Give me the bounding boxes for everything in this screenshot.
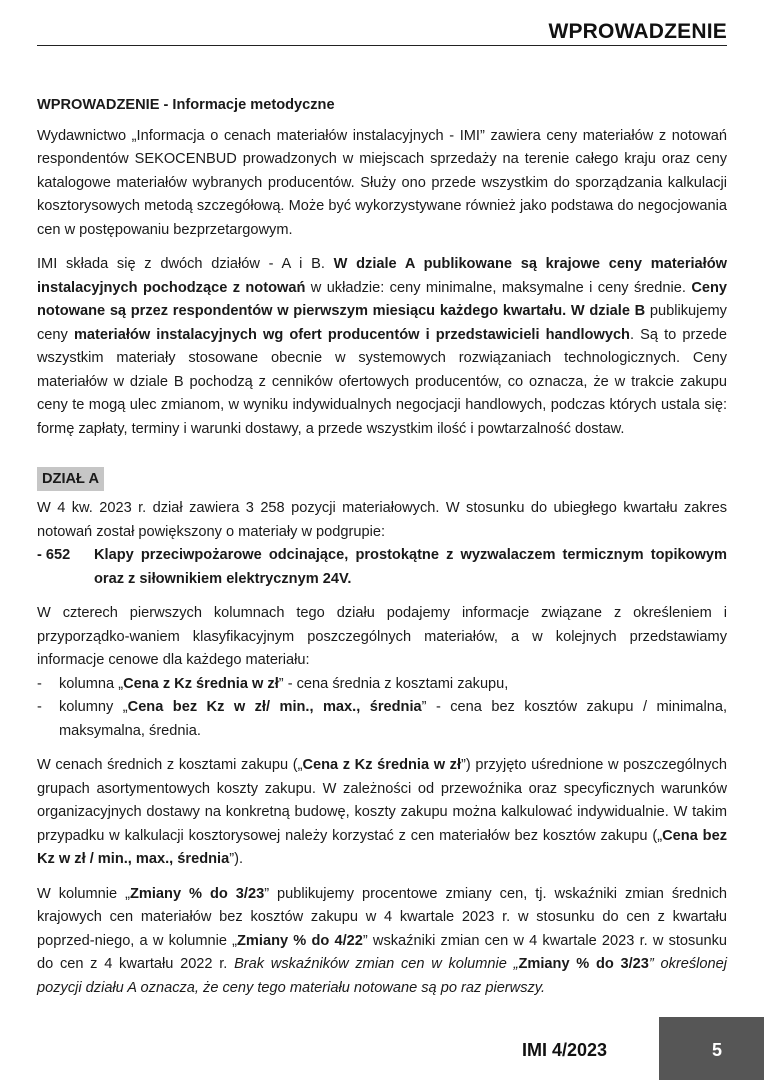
italic-span: Brak wskaźników zmian cen w kolumnie „ bbox=[234, 956, 519, 972]
bold-span: Cena z Kz średnia w zł bbox=[123, 675, 279, 692]
list-item bbox=[37, 696, 727, 743]
text-span: IMI składa się z dwóch działów - A i B. bbox=[37, 256, 334, 272]
italic-span: ” określonej pozycji działu A oznacza, że ceny tego materiału notowane są po raz pierwszy. bbox=[37, 956, 727, 996]
bold-span: W dziale A publikowane są krajowe ceny materiałów instalacyjnych pochodzące z notowań bbox=[37, 256, 727, 296]
bold-span: Zmiany % do 4/22 bbox=[237, 932, 363, 949]
text-span: ” - cena średnia z kosztami zakupu, bbox=[278, 675, 509, 692]
list-dash: - bbox=[37, 699, 42, 715]
header-title: WPROWADZENIE bbox=[548, 20, 727, 43]
dzial-a-badge: DZIAŁ A bbox=[37, 467, 104, 491]
page-content bbox=[37, 94, 727, 1011]
header-rule bbox=[37, 45, 727, 46]
text-span: W kolumnie „ bbox=[37, 885, 130, 902]
text-span: W cenach średnich z kosztami zakupu („ bbox=[37, 757, 303, 773]
footer-issue-label: IMI 4/2023 bbox=[522, 1040, 608, 1060]
dzial-a-paragraph-3 bbox=[37, 754, 727, 872]
text-span: ”). bbox=[229, 851, 243, 867]
bold-span: Zmiany % do 3/23 bbox=[518, 956, 649, 972]
list-dash: - bbox=[37, 675, 42, 692]
dzial-a-paragraph-1: W 4 kw. 2023 r. dział zawiera 3 258 pozycji materiałowych. W stosunku do ubiegłego kwartału zakres notowań został powiększony o materiały w podgrupie: bbox=[37, 500, 727, 540]
text-span: publikujemy ceny bbox=[37, 303, 727, 343]
intro-paragraph-2 bbox=[37, 253, 727, 441]
bold-span: Cena z Kz średnia w zł bbox=[302, 757, 462, 773]
bold-span: Ceny notowane są przez respondentów w pierwszym miesiącu każdego kwartału. W dziale B bbox=[37, 279, 727, 319]
bold-span: Zmiany % do 3/23 bbox=[129, 885, 265, 902]
list-item bbox=[37, 673, 727, 697]
dzial-a-badge-wrap bbox=[37, 467, 727, 492]
text-span: w układzie: ceny minimalne, maksymalne i ceny średnie. bbox=[305, 279, 692, 296]
text-span: . Są to przede wszystkim materiały stosowane obecnie w systemowych rozwiązaniach technologicznych. Ceny materiałów w dziale B pochodzą z cenników ofertowych producentów, co oznacza, że w trakcie zakupu ceny te mogą ulec zmianom, w wyniku indywidualnych negocjacji handlowych, podczas których ustala się: formę zapłaty, terminy i warunki dostawy, a przede wszystkim ilość i powtarzalność dostaw. bbox=[37, 326, 727, 437]
bold-span: Cena bez Kz w zł / min., max., średnia bbox=[37, 827, 727, 867]
text-span: ” - cena bez kosztów zakupu / minimalna, maksymalna, średnia. bbox=[59, 699, 728, 739]
intro-paragraph-1: Wydawnictwo „Informacja o cenach materiałów instalacyjnych - IMI” zawiera ceny materiałów z notowań respondentów SEKOCENBUD prowadzonych w miejscach sprzedaży na terenie całego kraju oraz ceny katalogowe materiałów wybranych producentów. Służy ono przede wszystkim do sporządzania kalkulacji kosztorysowych metodą szczegółową. Może być wykorzystywane również jako podstawa do negocjowania cen w postępowaniu bezprzetargowym. bbox=[37, 127, 727, 238]
list-item-text bbox=[59, 673, 727, 697]
subgroup-description: Klapy przeciwpożarowe odcinające, prostokątne z wyzwalaczem termicznym topikowym oraz z siłownikiem elektrycznym 24V. bbox=[94, 547, 727, 587]
text-span: ” publikujemy procentowe zmiany cen, tj. wskaźniki zmian średnich krajowych cen materiałów bez kosztów zakupu w 4 kwartale 2023 r. w stosunku do cen z kwartału poprzed-niego, a w kolumnie „ bbox=[37, 885, 728, 949]
bold-span: Cena bez Kz w zł/ min., max., średnia bbox=[127, 699, 422, 715]
dzial-a-paragraph-4 bbox=[37, 883, 727, 1001]
text-span: ” wskaźniki zmian cen w 4 kwartale 2023 r. w stosunku do cen z 4 kwartału 2022 r. bbox=[37, 932, 727, 972]
list-item-text bbox=[59, 696, 727, 743]
text-span: kolumny „ bbox=[59, 699, 128, 715]
text-span: kolumna „ bbox=[59, 675, 124, 692]
new-subgroup-item bbox=[37, 544, 727, 591]
column-list bbox=[37, 673, 727, 744]
dzial-a-paragraph-2: W czterech pierwszych kolumnach tego działu podajemy informacje związane z określeniem i przyporządko-waniem klasyfikacyjnym poszczególnych materiałów, a w kolejnych przedstawiamy informacje cenowe dla każdego materiału: bbox=[37, 605, 727, 668]
bold-span: materiałów instalacyjnych wg ofert producentów i przedstawicieli handlowych bbox=[73, 326, 630, 343]
subgroup-code: - 652 bbox=[37, 547, 71, 563]
page-number: 5 bbox=[712, 1040, 723, 1060]
text-span: ”) przyjęto uśrednione w poszczególnych grupach asortymentowych koszty zakupu. W zależności od przewoźnika oraz specyficznych warunków organizacyjnych dostawy na konkretną budowę, koszty zakupu można kalkulować indywidualnie. W takim przypadku w kalkulacji kosztorysowej należy korzystać z cen materiałów bez kosztów zakupu („ bbox=[37, 757, 727, 844]
section-heading: WPROWADZENIE - Informacje metodyczne bbox=[37, 97, 335, 113]
